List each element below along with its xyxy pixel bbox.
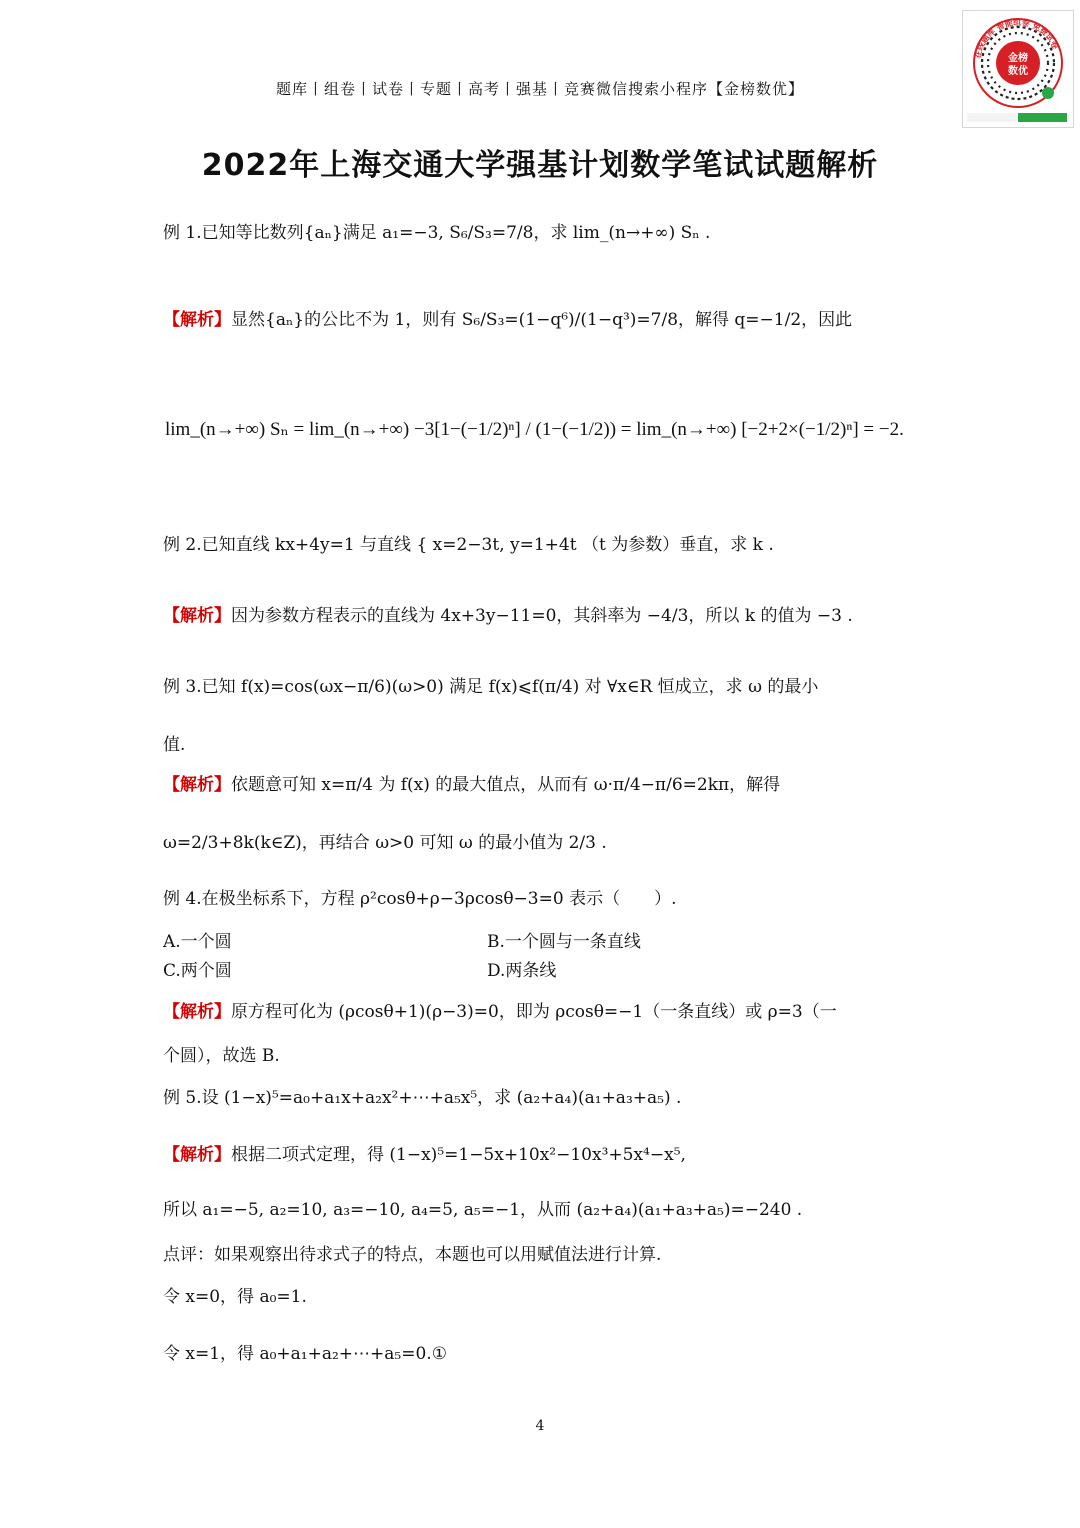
solution-tag: 【解析】: [163, 606, 231, 626]
option-d: D.两条线: [487, 961, 557, 981]
solution-5-let0: 令 x=0，得 a₀=1.: [163, 1287, 307, 1307]
example-3-line2: 值.: [163, 735, 186, 755]
example-2-label: 例 2.: [163, 535, 202, 555]
solution-2-text: 因为参数方程表示的直线为 4x+3y−11=0，其斜率为 −4/3，所以 k 的值为 −3 .: [231, 606, 853, 626]
solution-3-line1: 依题意可知 x=π/4 为 f(x) 的最大值点，从而有 ω·π/4−π/6=2kπ，解得: [231, 775, 781, 795]
solution-3-line2: ω=2/3+8k(k∈Z)，再结合 ω>0 可知 ω 的最小值为 2/3 .: [163, 833, 607, 853]
solution-3: [163, 770, 780, 795]
example-1-label: 例 1.: [163, 223, 202, 243]
example-4-text: 在极坐标系下，方程 ρ²cosθ+ρ−3ρcosθ−3=0 表示（ ）.: [201, 889, 677, 909]
page-title: 2022年上海交通大学强基计划数学笔试试题解析: [201, 148, 879, 183]
example-4-label: 例 4.: [163, 889, 202, 909]
solution-5: [163, 1140, 686, 1165]
qr-code-icon: [963, 11, 1073, 113]
solution-5-line2: 所以 a₁=−5, a₂=10, a₃=−10, a₄=5, a₅=−1，从而 (a₂+a₄)(a₁+a₃+a₅)=−240 .: [163, 1200, 803, 1220]
solution-4: [163, 997, 837, 1022]
example-5-text: 设 (1−x)⁵=a₀+a₁x+a₂x²+⋯+a₅x⁵，求 (a₂+a₄)(a₁+a₃+a₅) .: [201, 1088, 682, 1108]
example-3-line1: 已知 f(x)=cos(ωx−π/6)(ω>0) 满足 f(x)⩽f(π/4) 对 ∀x∈R 恒成立，求 ω 的最小: [201, 677, 819, 697]
solution-5-let1: 令 x=1，得 a₀+a₁+a₂+⋯+a₅=0.①: [163, 1344, 447, 1364]
example-3-label: 例 3.: [163, 677, 202, 697]
solution-tag: 【解析】: [163, 775, 231, 795]
example-2-text: 已知直线 kx+4y=1 与直线 { x=2−3t, y=1+4t （t 为参数）垂直，求 k .: [201, 535, 774, 555]
solution-5-line1: 根据二项式定理，得 (1−x)⁵=1−5x+10x²−10x³+5x⁴−x⁵,: [231, 1145, 686, 1165]
option-a: A.一个圆: [163, 932, 232, 952]
qr-center-line2: 数优: [1008, 66, 1028, 77]
option-c: C.两个圆: [163, 961, 232, 981]
qr-center-line1: 金榜: [1008, 53, 1028, 64]
option-b: B.一个圆与一条直线: [487, 932, 641, 952]
example-5: [163, 1083, 681, 1108]
solution-tag: 【解析】: [163, 1002, 231, 1022]
example-4: [163, 884, 677, 909]
header-nav: 题库丨组卷丨试卷丨专题丨高考丨强基丨竞赛微信搜索小程序【金榜数优】: [275, 80, 804, 98]
solution-2: [163, 601, 853, 626]
solution-tag: 【解析】: [163, 310, 231, 330]
solution-tag: 【解析】: [163, 1145, 231, 1165]
solution-4-line1: 原方程可化为 (ρcosθ+1)(ρ−3)=0，即为 ρcosθ=−1（一条直线）或 ρ=3（一: [231, 1002, 837, 1022]
solution-1: [163, 305, 852, 330]
solution-4-line2: 个圆），故选 B.: [163, 1046, 280, 1066]
solution-5-comment: 点评：如果观察出待求式子的特点，本题也可以用赋值法进行计算.: [163, 1245, 662, 1265]
solution-1-formula: lim_(n→+∞) Sₙ = lim_(n→+∞) −3[1−(−1/2)ⁿ] / (1−(−1/2)) = lim_(n→+∞) [−2+2×(−1/2)ⁿ] = −2.: [165, 419, 904, 440]
qr-code-badge[interactable]: [962, 10, 1074, 128]
page-number: 4: [535, 1418, 545, 1434]
example-1-text: 已知等比数列{aₙ}满足 a₁=−3, S₆/S₃=7/8，求 lim_(n→+∞) Sₙ .: [201, 223, 711, 243]
qr-ring-text: 在线题库 智能组卷 免费试卷: [973, 17, 1061, 60]
qr-footer-bar: [967, 113, 1067, 122]
example-5-label: 例 5.: [163, 1088, 202, 1108]
solution-1-text: 显然{aₙ}的公比不为 1，则有 S₆/S₃=(1−q⁶)/(1−q³)=7/8，解得 q=−1/2，因此: [231, 310, 853, 330]
example-2: [163, 530, 774, 555]
example-3: [163, 672, 818, 697]
example-1: [163, 218, 710, 243]
